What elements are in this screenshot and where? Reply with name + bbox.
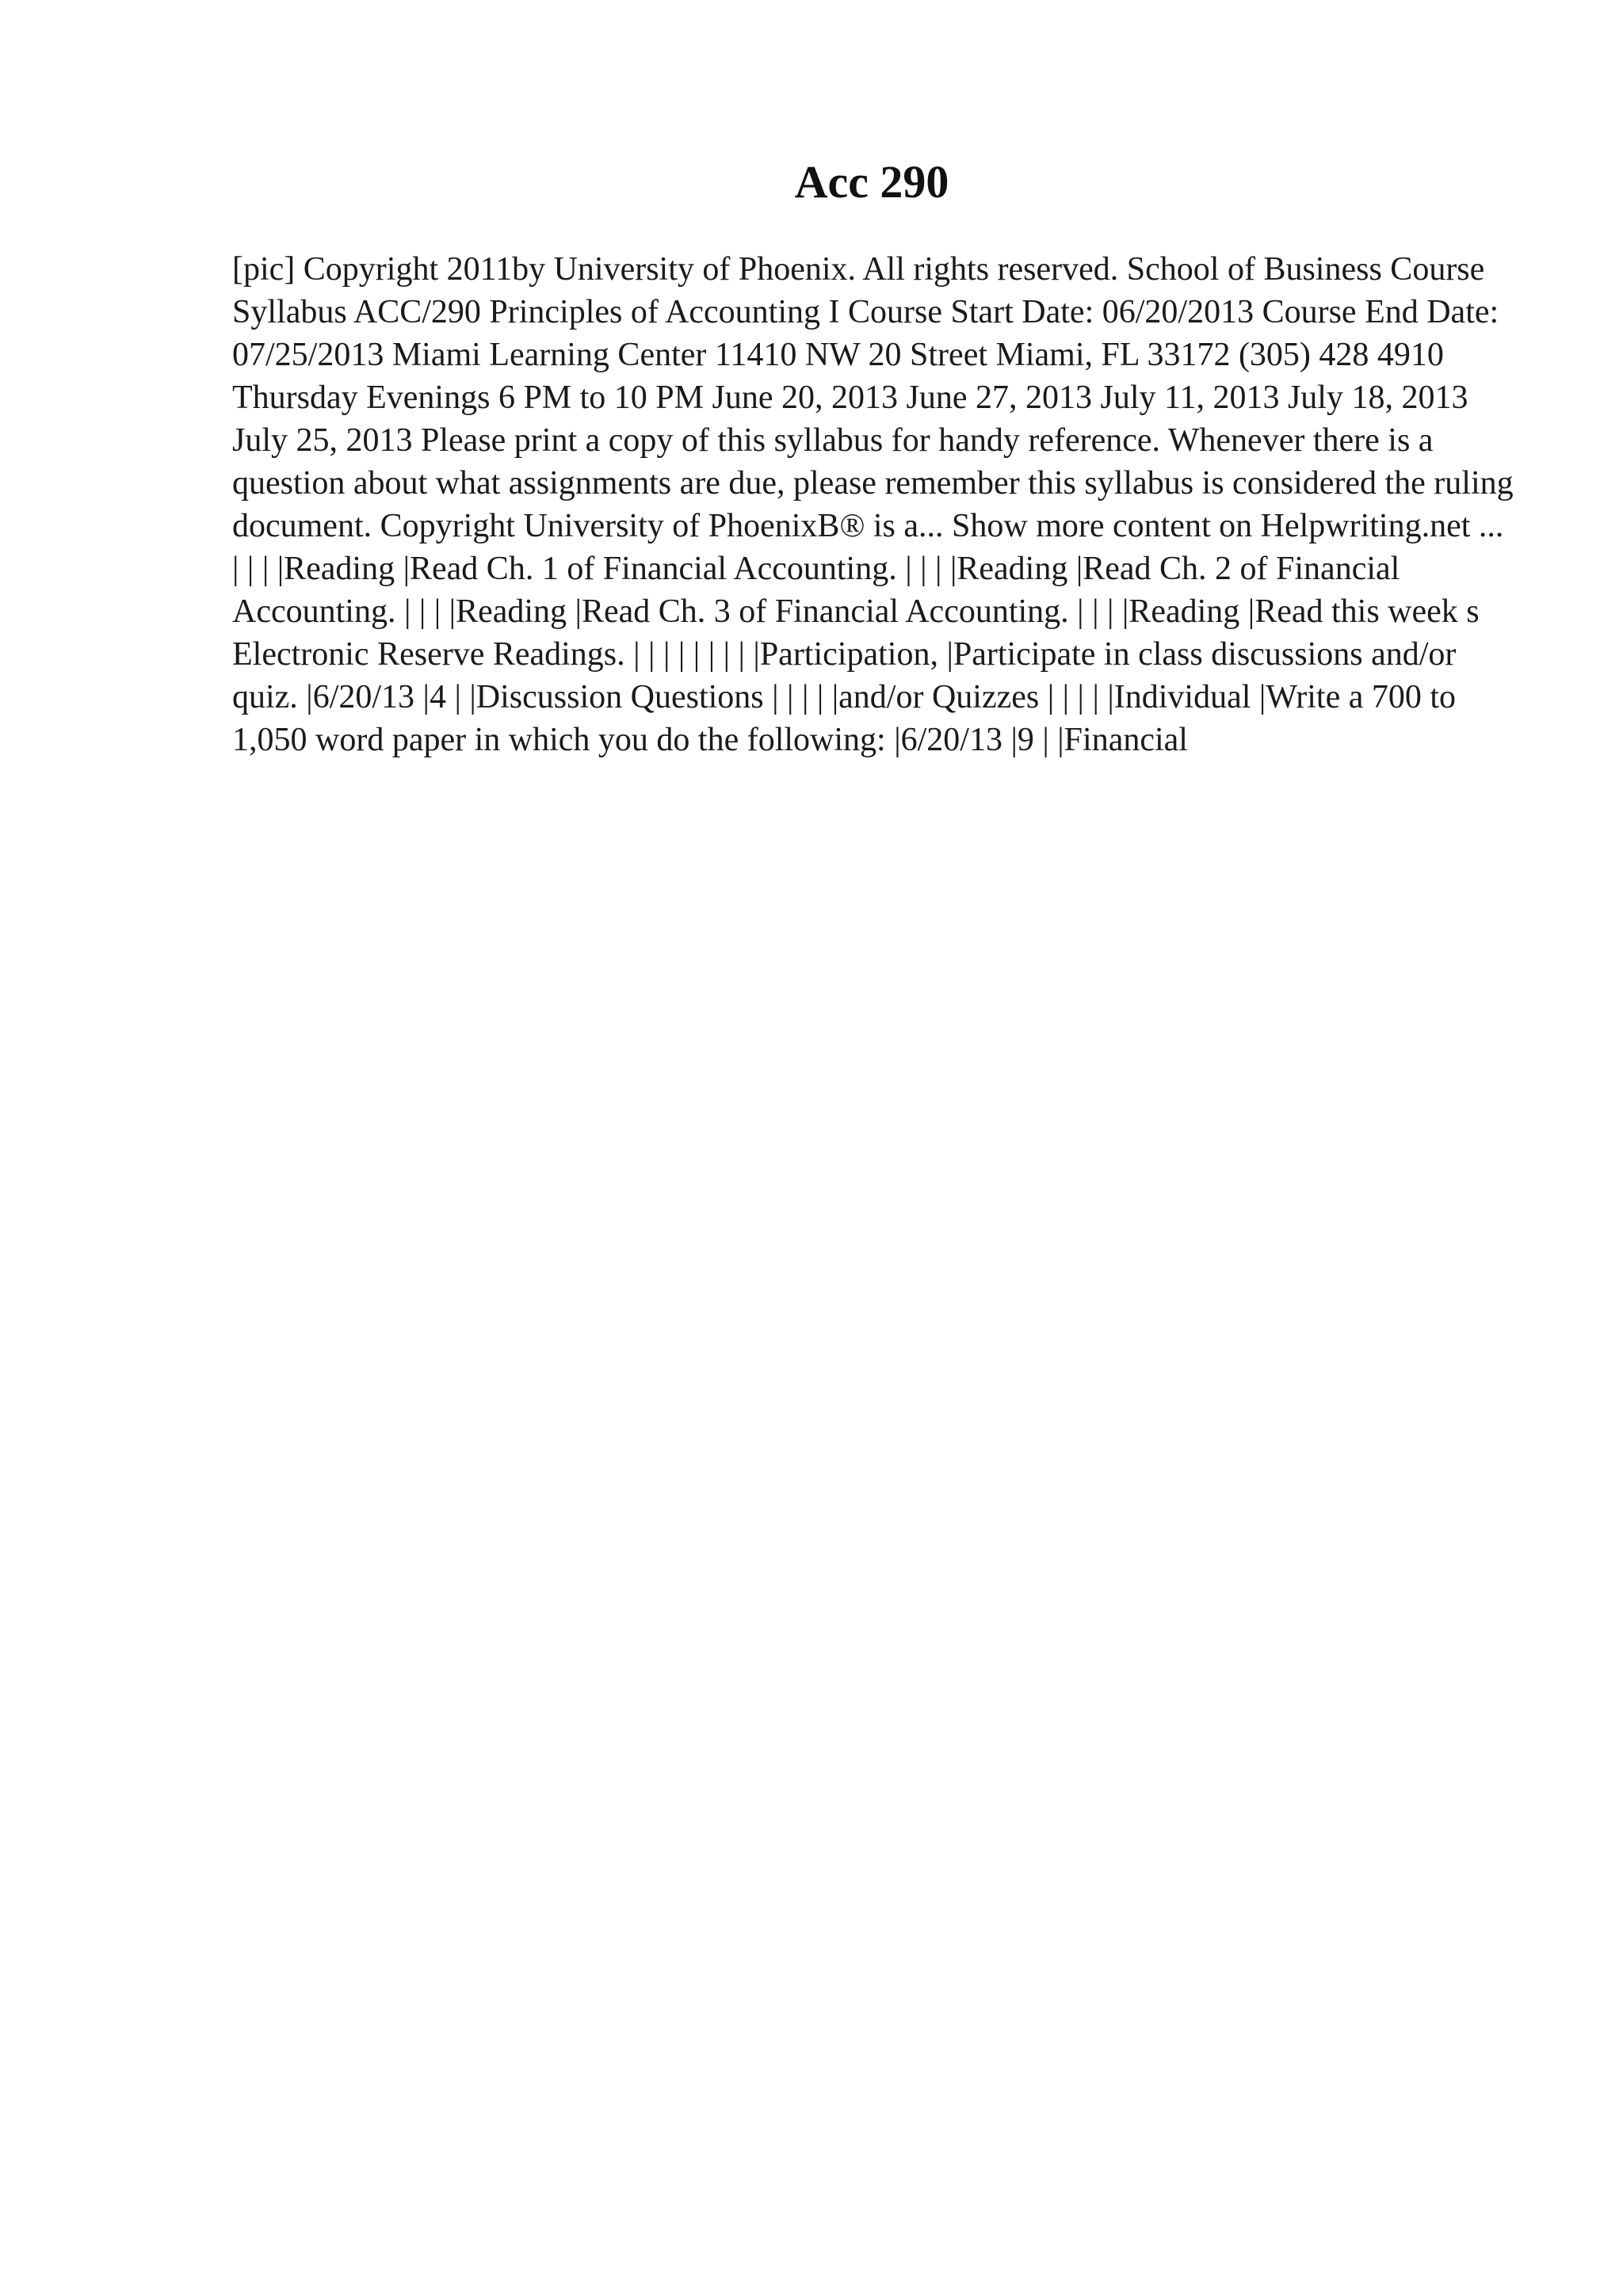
document-title: Acc 290 [794, 156, 949, 208]
assignment-table-text: | | | |Reading |Read Ch. 1 of Financial Accounting. | | | |Reading |Read Ch. 2 of Financial Accounting. | | | |Reading |Read Ch. 3 of Financial Accounting. | | | |Reading |Read this week s Electronic Reserve Readings. | | | | | | | | |Participation, |Participate in class discussions and/or quiz. |6/20/13 |4 | |Discussion Questions | | | | |and/or Quizzes | | | | |Individual |Write a 700 to 1,050 word paper in which you do the following: |6/20/13 |9 | |Financial [232, 551, 1480, 758]
document-body [232, 248, 1518, 761]
syllabus-paragraph: [pic] Copyright 2011by University of Phoenix. All rights reserved. School of Business Course Syllabus ACC/290 Principles of Accounting I Course Start Date: 06/20/2013 Course End Date: 07/25/2013 Miami Learning Center 11410 NW 20 Street Miami, FL 33172 (305) 428 4910 Thursday Evenings 6 PM to 10 PM June 20, 2013 June 27, 2013 July 11, 2013 July 18, 2013 July 25, 2013 Please print a copy of this syllabus for handy reference. Whenever there is a question about what assignments are due, please remember this syllabus is considered the ruling document. Copyright University of PhoenixB® is a... Show more content on Helpwriting.net ... [232, 251, 1514, 544]
